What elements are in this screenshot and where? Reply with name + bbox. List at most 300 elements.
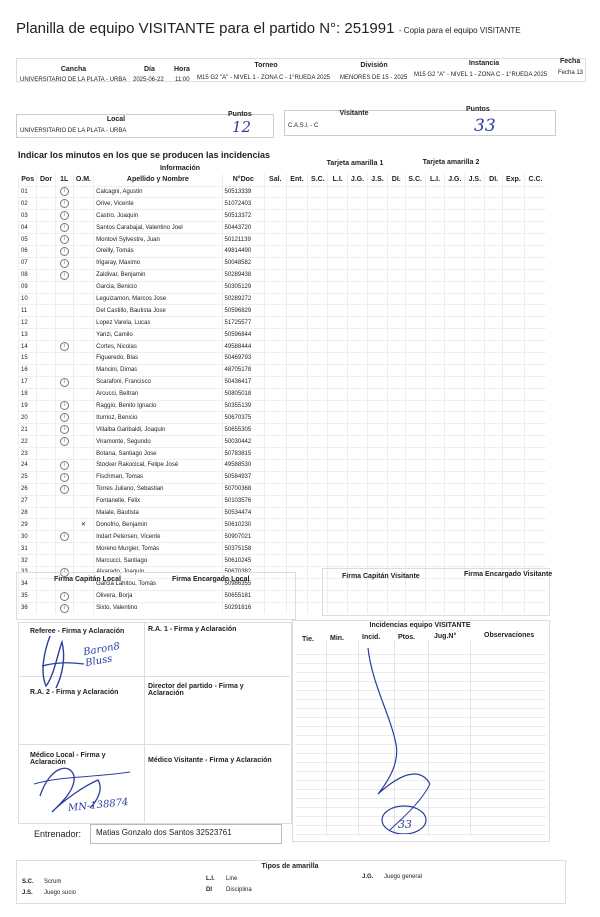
incident-cell[interactable] — [502, 376, 524, 388]
incident-cell[interactable] — [308, 412, 328, 424]
incident-cell[interactable] — [405, 364, 425, 376]
incident-cell[interactable] — [405, 376, 425, 388]
incident-cell[interactable] — [425, 352, 445, 364]
incident-cell[interactable] — [445, 531, 465, 543]
incident-cell[interactable] — [465, 198, 485, 210]
incident-cell[interactable] — [387, 305, 405, 317]
incident-cell[interactable] — [485, 364, 503, 376]
incident-cell[interactable] — [308, 495, 328, 507]
incident-cell[interactable] — [387, 459, 405, 471]
incident-cell[interactable] — [308, 364, 328, 376]
incident-cell[interactable] — [347, 495, 367, 507]
incident-cell[interactable] — [368, 448, 388, 460]
incident-cell[interactable] — [502, 222, 524, 234]
incident-cell[interactable] — [405, 317, 425, 329]
incident-cell[interactable] — [465, 531, 485, 543]
incident-cell[interactable] — [445, 495, 465, 507]
incident-cell[interactable] — [425, 234, 445, 246]
incident-cell[interactable] — [524, 555, 546, 567]
incident-cell[interactable] — [328, 186, 348, 198]
incident-cell[interactable] — [347, 436, 367, 448]
incident-cell[interactable] — [265, 364, 287, 376]
incident-cell[interactable] — [265, 305, 287, 317]
incident-cell[interactable] — [524, 507, 546, 519]
incident-cell[interactable] — [425, 329, 445, 341]
incident-cell[interactable] — [502, 412, 524, 424]
incident-cell[interactable] — [286, 531, 308, 543]
incident-cell[interactable] — [405, 293, 425, 305]
incident-cell[interactable] — [328, 269, 348, 281]
incident-cell[interactable] — [425, 269, 445, 281]
incident-cell[interactable] — [425, 483, 445, 495]
incident-cell[interactable] — [425, 519, 445, 531]
incident-cell[interactable] — [265, 436, 287, 448]
incident-cell[interactable] — [445, 317, 465, 329]
incident-cell[interactable] — [286, 543, 308, 555]
incident-cell[interactable] — [445, 305, 465, 317]
incident-cell[interactable] — [328, 198, 348, 210]
incident-cell[interactable] — [308, 234, 328, 246]
incident-cell[interactable] — [405, 234, 425, 246]
incident-cell[interactable] — [524, 412, 546, 424]
incident-cell[interactable] — [308, 257, 328, 269]
incident-cell[interactable] — [368, 471, 388, 483]
incident-cell[interactable] — [465, 364, 485, 376]
incident-cell[interactable] — [265, 352, 287, 364]
incident-cell[interactable] — [308, 198, 328, 210]
incident-cell[interactable] — [425, 424, 445, 436]
incident-cell[interactable] — [524, 543, 546, 555]
incident-cell[interactable] — [502, 234, 524, 246]
incident-cell[interactable] — [524, 471, 546, 483]
incident-cell[interactable] — [425, 222, 445, 234]
incident-cell[interactable] — [465, 341, 485, 353]
incident-cell[interactable] — [368, 281, 388, 293]
incident-cell[interactable] — [387, 495, 405, 507]
incident-cell[interactable] — [502, 198, 524, 210]
incident-cell[interactable] — [425, 210, 445, 222]
incident-cell[interactable] — [405, 186, 425, 198]
incident-cell[interactable] — [347, 376, 367, 388]
incident-cell[interactable] — [405, 448, 425, 460]
incident-cell[interactable] — [465, 210, 485, 222]
incident-cell[interactable] — [405, 400, 425, 412]
incident-cell[interactable] — [308, 448, 328, 460]
incident-cell[interactable] — [347, 424, 367, 436]
incident-cell[interactable] — [524, 234, 546, 246]
incident-cell[interactable] — [368, 507, 388, 519]
incident-cell[interactable] — [347, 281, 367, 293]
incident-cell[interactable] — [445, 198, 465, 210]
incident-cell[interactable] — [425, 364, 445, 376]
incident-cell[interactable] — [286, 269, 308, 281]
incident-cell[interactable] — [502, 459, 524, 471]
incident-cell[interactable] — [368, 388, 388, 400]
incident-cell[interactable] — [405, 424, 425, 436]
incident-cell[interactable] — [265, 424, 287, 436]
incident-cell[interactable] — [308, 222, 328, 234]
incident-cell[interactable] — [485, 222, 503, 234]
incident-cell[interactable] — [328, 483, 348, 495]
incident-cell[interactable] — [425, 555, 445, 567]
incident-cell[interactable] — [286, 305, 308, 317]
incident-cell[interactable] — [502, 269, 524, 281]
incident-cell[interactable] — [485, 555, 503, 567]
incident-cell[interactable] — [485, 400, 503, 412]
incident-cell[interactable] — [524, 210, 546, 222]
incident-cell[interactable] — [308, 376, 328, 388]
incident-cell[interactable] — [308, 293, 328, 305]
incident-cell[interactable] — [524, 448, 546, 460]
incident-cell[interactable] — [425, 471, 445, 483]
incident-cell[interactable] — [524, 352, 546, 364]
incident-cell[interactable] — [502, 495, 524, 507]
incident-cell[interactable] — [347, 317, 367, 329]
incident-cell[interactable] — [387, 245, 405, 257]
incident-cell[interactable] — [524, 257, 546, 269]
incident-cell[interactable] — [502, 424, 524, 436]
incident-cell[interactable] — [347, 507, 367, 519]
incident-cell[interactable] — [265, 210, 287, 222]
incident-cell[interactable] — [328, 507, 348, 519]
incident-cell[interactable] — [502, 400, 524, 412]
incident-cell[interactable] — [425, 257, 445, 269]
incident-cell[interactable] — [286, 436, 308, 448]
incident-cell[interactable] — [328, 210, 348, 222]
incident-cell[interactable] — [465, 317, 485, 329]
incident-cell[interactable] — [425, 412, 445, 424]
incident-cell[interactable] — [524, 495, 546, 507]
incident-cell[interactable] — [502, 186, 524, 198]
incident-cell[interactable] — [308, 471, 328, 483]
incident-cell[interactable] — [347, 269, 367, 281]
incident-cell[interactable] — [347, 555, 367, 567]
incident-cell[interactable] — [286, 364, 308, 376]
incident-cell[interactable] — [425, 448, 445, 460]
incident-cell[interactable] — [308, 245, 328, 257]
incident-cell[interactable] — [368, 210, 388, 222]
incident-cell[interactable] — [328, 257, 348, 269]
incident-cell[interactable] — [465, 436, 485, 448]
incident-cell[interactable] — [347, 234, 367, 246]
incident-cell[interactable] — [485, 269, 503, 281]
incident-cell[interactable] — [524, 245, 546, 257]
incident-cell[interactable] — [328, 364, 348, 376]
incident-cell[interactable] — [485, 543, 503, 555]
incident-cell[interactable] — [265, 555, 287, 567]
incident-cell[interactable] — [465, 305, 485, 317]
incident-cell[interactable] — [347, 293, 367, 305]
incident-cell[interactable] — [265, 543, 287, 555]
incident-cell[interactable] — [405, 507, 425, 519]
incident-cell[interactable] — [265, 198, 287, 210]
incident-cell[interactable] — [368, 459, 388, 471]
incident-cell[interactable] — [347, 245, 367, 257]
incident-cell[interactable] — [328, 329, 348, 341]
incident-cell[interactable] — [347, 531, 367, 543]
incident-cell[interactable] — [425, 459, 445, 471]
incident-cell[interactable] — [347, 352, 367, 364]
incident-cell[interactable] — [265, 293, 287, 305]
incident-cell[interactable] — [347, 210, 367, 222]
incident-cell[interactable] — [368, 269, 388, 281]
incident-cell[interactable] — [502, 555, 524, 567]
incident-cell[interactable] — [445, 483, 465, 495]
incident-cell[interactable] — [265, 317, 287, 329]
incident-cell[interactable] — [425, 317, 445, 329]
incident-cell[interactable] — [347, 448, 367, 460]
incident-cell[interactable] — [502, 281, 524, 293]
incident-cell[interactable] — [502, 364, 524, 376]
incident-cell[interactable] — [387, 222, 405, 234]
incident-cell[interactable] — [445, 364, 465, 376]
incident-cell[interactable] — [445, 400, 465, 412]
incident-cell[interactable] — [265, 471, 287, 483]
incident-cell[interactable] — [387, 388, 405, 400]
incident-cell[interactable] — [387, 257, 405, 269]
incident-cell[interactable] — [347, 459, 367, 471]
incident-cell[interactable] — [524, 198, 546, 210]
incident-cell[interactable] — [286, 234, 308, 246]
incident-cell[interactable] — [485, 234, 503, 246]
incident-cell[interactable] — [387, 471, 405, 483]
incident-cell[interactable] — [328, 234, 348, 246]
incident-cell[interactable] — [265, 245, 287, 257]
incident-cell[interactable] — [328, 459, 348, 471]
incident-cell[interactable] — [387, 555, 405, 567]
incident-cell[interactable] — [524, 436, 546, 448]
incident-cell[interactable] — [387, 400, 405, 412]
incident-cell[interactable] — [405, 388, 425, 400]
incident-cell[interactable] — [445, 436, 465, 448]
incident-cell[interactable] — [308, 483, 328, 495]
incident-cell[interactable] — [445, 376, 465, 388]
incident-cell[interactable] — [445, 281, 465, 293]
incident-cell[interactable] — [308, 352, 328, 364]
incident-cell[interactable] — [445, 424, 465, 436]
incident-cell[interactable] — [485, 352, 503, 364]
incident-cell[interactable] — [308, 436, 328, 448]
incident-cell[interactable] — [347, 543, 367, 555]
incident-cell[interactable] — [368, 519, 388, 531]
incident-cell[interactable] — [387, 376, 405, 388]
incident-cell[interactable] — [328, 400, 348, 412]
incident-cell[interactable] — [387, 352, 405, 364]
incident-cell[interactable] — [425, 543, 445, 555]
incident-cell[interactable] — [368, 198, 388, 210]
incident-cell[interactable] — [368, 329, 388, 341]
incident-cell[interactable] — [502, 483, 524, 495]
incident-cell[interactable] — [445, 210, 465, 222]
incident-cell[interactable] — [286, 222, 308, 234]
incident-cell[interactable] — [286, 210, 308, 222]
incident-cell[interactable] — [465, 555, 485, 567]
incident-cell[interactable] — [387, 317, 405, 329]
incident-cell[interactable] — [485, 186, 503, 198]
incident-cell[interactable] — [502, 471, 524, 483]
incident-cell[interactable] — [308, 281, 328, 293]
incident-cell[interactable] — [328, 293, 348, 305]
incident-cell[interactable] — [485, 198, 503, 210]
incident-cell[interactable] — [286, 555, 308, 567]
incident-cell[interactable] — [265, 269, 287, 281]
incident-cell[interactable] — [445, 543, 465, 555]
incident-cell[interactable] — [265, 507, 287, 519]
incident-cell[interactable] — [286, 245, 308, 257]
incident-cell[interactable] — [405, 471, 425, 483]
incident-cell[interactable] — [265, 257, 287, 269]
incident-cell[interactable] — [368, 412, 388, 424]
incident-cell[interactable] — [445, 352, 465, 364]
incident-cell[interactable] — [485, 376, 503, 388]
incident-cell[interactable] — [308, 329, 328, 341]
incident-cell[interactable] — [368, 555, 388, 567]
incident-cell[interactable] — [524, 341, 546, 353]
incident-cell[interactable] — [445, 186, 465, 198]
incident-cell[interactable] — [347, 198, 367, 210]
incident-cell[interactable] — [328, 531, 348, 543]
incident-cell[interactable] — [308, 210, 328, 222]
incident-cell[interactable] — [502, 388, 524, 400]
incident-cell[interactable] — [265, 412, 287, 424]
incident-cell[interactable] — [328, 555, 348, 567]
incident-cell[interactable] — [286, 352, 308, 364]
incident-cell[interactable] — [405, 531, 425, 543]
incident-cell[interactable] — [445, 222, 465, 234]
incident-cell[interactable] — [485, 495, 503, 507]
incident-cell[interactable] — [368, 186, 388, 198]
incident-cell[interactable] — [425, 341, 445, 353]
incident-cell[interactable] — [265, 448, 287, 460]
incident-cell[interactable] — [405, 555, 425, 567]
incident-cell[interactable] — [425, 305, 445, 317]
incident-cell[interactable] — [485, 281, 503, 293]
incident-cell[interactable] — [265, 495, 287, 507]
incident-cell[interactable] — [368, 293, 388, 305]
incident-cell[interactable] — [485, 293, 503, 305]
incident-cell[interactable] — [445, 507, 465, 519]
incident-cell[interactable] — [465, 352, 485, 364]
incident-cell[interactable] — [347, 483, 367, 495]
incident-cell[interactable] — [347, 222, 367, 234]
incident-cell[interactable] — [286, 495, 308, 507]
incident-cell[interactable] — [445, 388, 465, 400]
incident-cell[interactable] — [265, 281, 287, 293]
incident-cell[interactable] — [286, 317, 308, 329]
incident-cell[interactable] — [286, 471, 308, 483]
incident-cell[interactable] — [425, 293, 445, 305]
incident-cell[interactable] — [368, 305, 388, 317]
incident-cell[interactable] — [502, 352, 524, 364]
incident-cell[interactable] — [502, 329, 524, 341]
incident-cell[interactable] — [524, 388, 546, 400]
incident-cell[interactable] — [425, 507, 445, 519]
incident-cell[interactable] — [445, 459, 465, 471]
incident-cell[interactable] — [405, 519, 425, 531]
incident-cell[interactable] — [465, 257, 485, 269]
incident-cell[interactable] — [387, 424, 405, 436]
incident-cell[interactable] — [465, 543, 485, 555]
incident-cell[interactable] — [465, 400, 485, 412]
incident-cell[interactable] — [485, 459, 503, 471]
incident-cell[interactable] — [328, 376, 348, 388]
incident-cell[interactable] — [328, 352, 348, 364]
incident-cell[interactable] — [405, 305, 425, 317]
incident-cell[interactable] — [286, 186, 308, 198]
incident-cell[interactable] — [308, 269, 328, 281]
incident-cell[interactable] — [405, 329, 425, 341]
incident-cell[interactable] — [347, 257, 367, 269]
incident-cell[interactable] — [405, 222, 425, 234]
incident-cell[interactable] — [405, 281, 425, 293]
incident-cell[interactable] — [387, 483, 405, 495]
incident-cell[interactable] — [347, 341, 367, 353]
incident-cell[interactable] — [265, 400, 287, 412]
incident-cell[interactable] — [465, 459, 485, 471]
incident-cell[interactable] — [425, 531, 445, 543]
incident-cell[interactable] — [368, 352, 388, 364]
incident-cell[interactable] — [368, 483, 388, 495]
incident-cell[interactable] — [524, 364, 546, 376]
incident-cell[interactable] — [524, 317, 546, 329]
incident-cell[interactable] — [502, 519, 524, 531]
incident-cell[interactable] — [286, 412, 308, 424]
incident-cell[interactable] — [328, 412, 348, 424]
incident-cell[interactable] — [445, 341, 465, 353]
incident-cell[interactable] — [524, 483, 546, 495]
incident-cell[interactable] — [445, 519, 465, 531]
incident-cell[interactable] — [524, 459, 546, 471]
incident-cell[interactable] — [445, 412, 465, 424]
incident-cell[interactable] — [485, 329, 503, 341]
incident-cell[interactable] — [405, 459, 425, 471]
incident-cell[interactable] — [524, 293, 546, 305]
incident-cell[interactable] — [485, 531, 503, 543]
incident-cell[interactable] — [286, 459, 308, 471]
incident-cell[interactable] — [308, 341, 328, 353]
incident-cell[interactable] — [387, 341, 405, 353]
incident-cell[interactable] — [347, 412, 367, 424]
incident-cell[interactable] — [465, 448, 485, 460]
incident-cell[interactable] — [347, 519, 367, 531]
incident-cell[interactable] — [387, 269, 405, 281]
incident-cell[interactable] — [465, 234, 485, 246]
incident-cell[interactable] — [328, 543, 348, 555]
incident-cell[interactable] — [368, 257, 388, 269]
incident-cell[interactable] — [265, 531, 287, 543]
incident-cell[interactable] — [368, 400, 388, 412]
incident-cell[interactable] — [524, 329, 546, 341]
incident-cell[interactable] — [425, 495, 445, 507]
incident-cell[interactable] — [405, 543, 425, 555]
incident-cell[interactable] — [502, 543, 524, 555]
incident-cell[interactable] — [328, 245, 348, 257]
incident-cell[interactable] — [368, 245, 388, 257]
incident-cell[interactable] — [265, 519, 287, 531]
incident-cell[interactable] — [308, 531, 328, 543]
incident-cell[interactable] — [524, 269, 546, 281]
incident-cell[interactable] — [387, 364, 405, 376]
incident-cell[interactable] — [524, 305, 546, 317]
incident-cell[interactable] — [286, 257, 308, 269]
incident-cell[interactable] — [368, 543, 388, 555]
incident-cell[interactable] — [265, 186, 287, 198]
incident-cell[interactable] — [308, 317, 328, 329]
incident-cell[interactable] — [308, 459, 328, 471]
incident-cell[interactable] — [502, 436, 524, 448]
incident-cell[interactable] — [445, 269, 465, 281]
incident-cell[interactable] — [445, 329, 465, 341]
